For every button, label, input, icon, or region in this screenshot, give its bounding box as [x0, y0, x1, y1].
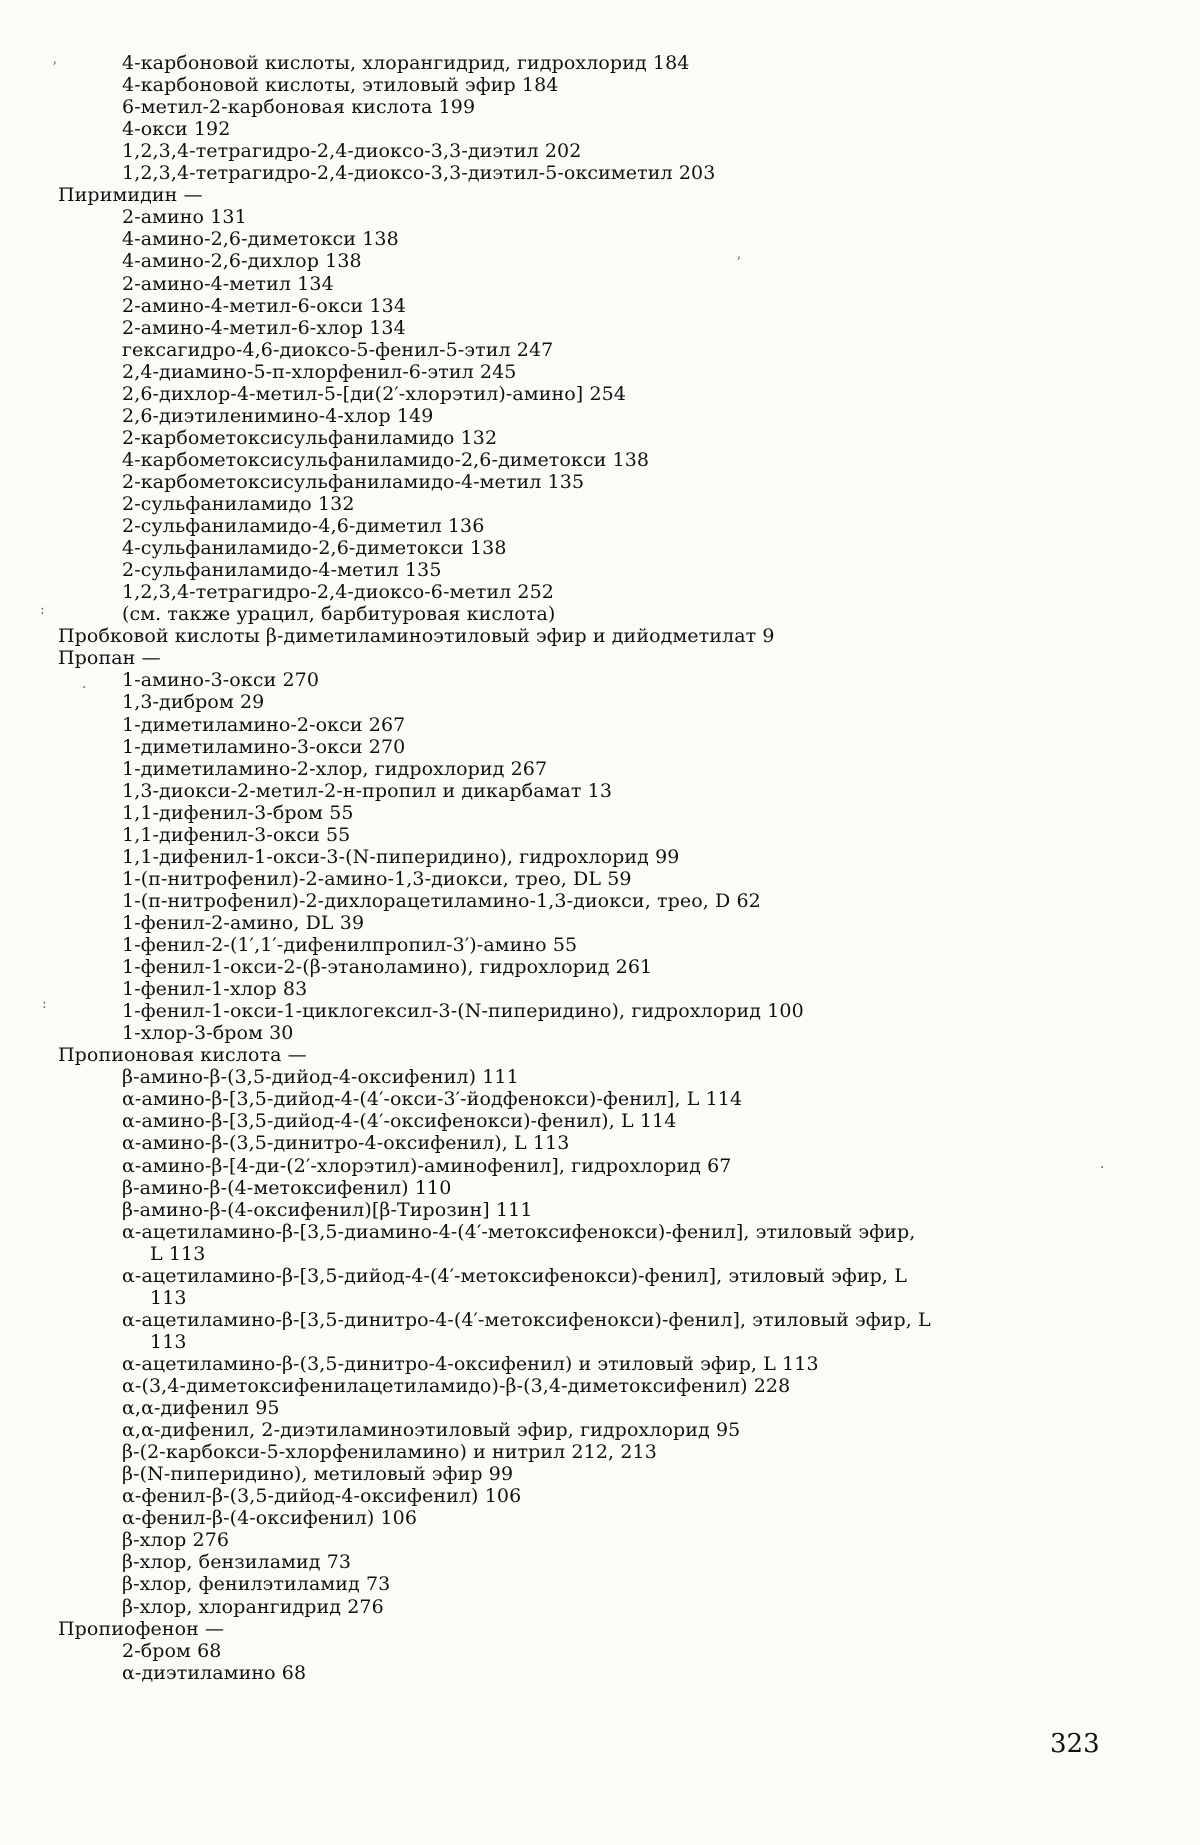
index-entry: β-хлор, бензиламид 73	[122, 1551, 352, 1574]
index-entry: 2-сульфаниламидо-4,6-диметил 136	[122, 515, 485, 538]
index-entry: 2-бром 68	[122, 1639, 222, 1662]
index-entry: α,α-дифенил 95	[122, 1397, 280, 1420]
index-entry: α-фенил-β-(3,5-дийод-4-оксифенил) 106	[122, 1485, 522, 1508]
index-entry: 1,2,3,4-тетрагидро-2,4-диоксо-6-метил 252	[122, 581, 554, 604]
scan-speck: :	[40, 602, 45, 618]
index-entry: 4-амино-2,6-диметокси 138	[122, 228, 399, 251]
index-entry: α-(3,4-диметоксифенилацетиламидо)-β-(3,4-диметоксифенил) 228	[122, 1375, 791, 1397]
index-entry: 1-(п-нитрофенил)-2-дихлорацетиламино-1,3-диокси, трео, D 62	[122, 889, 761, 912]
index-entry: 1,2,3,4-тетрагидро-2,4-диоксо-3,3-диэтил-5-оксиметил 203	[122, 162, 716, 185]
index-heading: Пиримидин —	[58, 184, 203, 207]
index-entry: α-ацетиламино-β-[3,5-дийод-4-(4′-метоксифенокси)-фенил], этиловый эфир, L	[122, 1264, 907, 1287]
index-entry: 2-амино-4-метил-6-хлор 134	[122, 316, 406, 339]
index-entry: 2-сульфаниламидо-4-метил 135	[122, 559, 442, 582]
index-entry: 1-диметиламино-2-хлор, гидрохлорид 267	[122, 757, 548, 780]
index-heading: Пропиофенон —	[58, 1617, 225, 1640]
index-entry: 1-диметиламино-3-окси 270	[122, 735, 406, 758]
index-entry: β-(N-пиперидино), метиловый эфир 99	[122, 1463, 514, 1486]
index-entry: 1-(п-нитрофенил)-2-амино-1,3-диокси, трео, DL 59	[122, 867, 632, 890]
index-heading: Пропионовая кислота —	[58, 1044, 307, 1067]
index-entry: α-ацетиламино-β-[3,5-динитро-4-(4′-метоксифенокси)-фенил], этиловый эфир, L	[122, 1308, 931, 1331]
index-entry: 1-фенил-1-окси-1-циклогексил-3-(N-пиперидино), гидрохлорид 100	[122, 1000, 804, 1023]
index-entry: α-диэтиламино 68	[122, 1661, 307, 1684]
index-entry: 4-амино-2,6-дихлор 138	[122, 250, 362, 273]
index-continuation: 113	[150, 1286, 187, 1309]
index-entry: 1-фенил-1-хлор 83	[122, 978, 308, 1001]
index-entry: β-хлор, хлорангидрид 276	[122, 1595, 384, 1618]
scan-speck: ·	[82, 680, 87, 696]
index-entry: 4-карбометоксисульфаниламидо-2,6-диметокси 138	[122, 448, 650, 471]
index-entry: α-фенил-β-(4-оксифенил) 106	[122, 1507, 418, 1530]
index-entry: 1,1-дифенил-3-бром 55	[122, 801, 354, 824]
index-entry: 1,3-диокси-2-метил-2-н-пропил и дикарбамат 13	[122, 779, 613, 802]
index-entry: 1,1-дифенил-1-окси-3-(N-пиперидино), гидрохлорид 99	[122, 845, 680, 868]
index-entry: 6-метил-2-карбоновая кислота 199	[122, 96, 476, 119]
index-heading: Пропан —	[58, 647, 161, 670]
index-entry: α-амино-β-[3,5-дийод-4-(4′-оксифенокси)-фенил), L 114	[122, 1110, 677, 1133]
index-heading: Пробковой кислоты β-диметиламиноэтиловый эфир и дийодметилат 9	[58, 625, 775, 648]
index-entry: 2-амино 131	[122, 206, 247, 229]
scan-speck: ·	[1100, 1160, 1105, 1176]
index-entry: 2,4-диамино-5-п-хлорфенил-6-этил 245	[122, 360, 517, 383]
index-continuation: 113	[150, 1330, 187, 1353]
index-entry: α-амино-β-(3,5-динитро-4-оксифенил), L 113	[122, 1132, 570, 1155]
index-entry: 1,1-дифенил-3-окси 55	[122, 823, 351, 846]
index-entry: 2-карбометоксисульфаниламидо-4-метил 135	[122, 470, 585, 493]
index-entry: β-амино-β-(4-оксифенил)[β-Тирозин] 111	[122, 1198, 533, 1221]
index-entry: 1-фенил-2-(1′,1′-дифенилпропил-3′)-амино 55	[122, 934, 578, 956]
index-entry: 2-карбометоксисульфаниламидо 132	[122, 426, 498, 449]
index-entry: 1-фенил-2-амино, DL 39	[122, 911, 365, 934]
index-entry: α,α-дифенил, 2-диэтиламиноэтиловый эфир, гидрохлорид 95	[122, 1419, 741, 1442]
index-entry: β-амино-β-(3,5-дийод-4-оксифенил) 111	[122, 1066, 519, 1089]
index-entry: 2,6-диэтиленимино-4-хлор 149	[122, 404, 434, 427]
index-entry: гексагидро-4,6-диоксо-5-фенил-5-этил 247	[122, 338, 554, 361]
index-entry: 1-амино-3-окси 270	[122, 669, 320, 692]
index-entry: 1-диметиламино-2-окси 267	[122, 713, 406, 736]
index-entry: α-амино-β-[3,5-дийод-4-(4′-окси-3′-йодфенокси)-фенил], L 114	[122, 1088, 743, 1111]
page-number: 323	[1050, 1729, 1100, 1759]
index-entry: α-амино-β-[4-ди-(2′-хлорэтил)-аминофенил], гидрохлорид 67	[122, 1154, 732, 1177]
index-entry: 1,3-дибром 29	[122, 691, 265, 714]
index-continuation: L 113	[150, 1242, 206, 1265]
index-entry: β-хлор 276	[122, 1529, 230, 1552]
index-entry: 1-хлор-3-бром 30	[122, 1022, 294, 1045]
index-entry: β-(2-карбокси-5-хлорфениламино) и нитрил 212, 213	[122, 1441, 657, 1464]
index-entry: β-хлор, фенилэтиламид 73	[122, 1573, 391, 1596]
scan-speck: ʼ	[736, 255, 741, 271]
index-entry: α-ацетиламино-β-(3,5-динитро-4-оксифенил) и этиловый эфир, L 113	[122, 1352, 819, 1375]
index-entry: α-ацетиламино-β-[3,5-диамино-4-(4′-метоксифенокси)-фенил], этиловый эфир,	[122, 1220, 916, 1243]
index-entry: 2-сульфаниламидо 132	[122, 493, 355, 515]
index-entry: 4-карбоновой кислоты, хлорангидрид, гидрохлорид 184	[122, 52, 690, 74]
scan-speck: ʼ	[52, 60, 57, 76]
index-entry: 4-сульфаниламидо-2,6-диметокси 138	[122, 537, 507, 560]
index-entry: 2-амино-4-метил-6-окси 134	[122, 294, 407, 317]
index-entry: 2-амино-4-метил 134	[122, 272, 334, 295]
index-entry: β-амино-β-(4-метоксифенил) 110	[122, 1176, 452, 1199]
index-entry: (см. также урацил, барбитуровая кислота)	[122, 603, 556, 626]
index-entry: 4-карбоновой кислоты, этиловый эфир 184	[122, 74, 559, 97]
index-entry: 4-окси 192	[122, 118, 231, 141]
index-entry: 1,2,3,4-тетрагидро-2,4-диоксо-3,3-диэтил 202	[122, 140, 582, 163]
scan-speck: :	[42, 996, 47, 1012]
index-entry: 1-фенил-1-окси-2-(β-этаноламино), гидрохлорид 261	[122, 956, 653, 979]
index-entry: 2,6-дихлор-4-метил-5-[ди(2′-хлорэтил)-амино] 254	[122, 382, 627, 405]
